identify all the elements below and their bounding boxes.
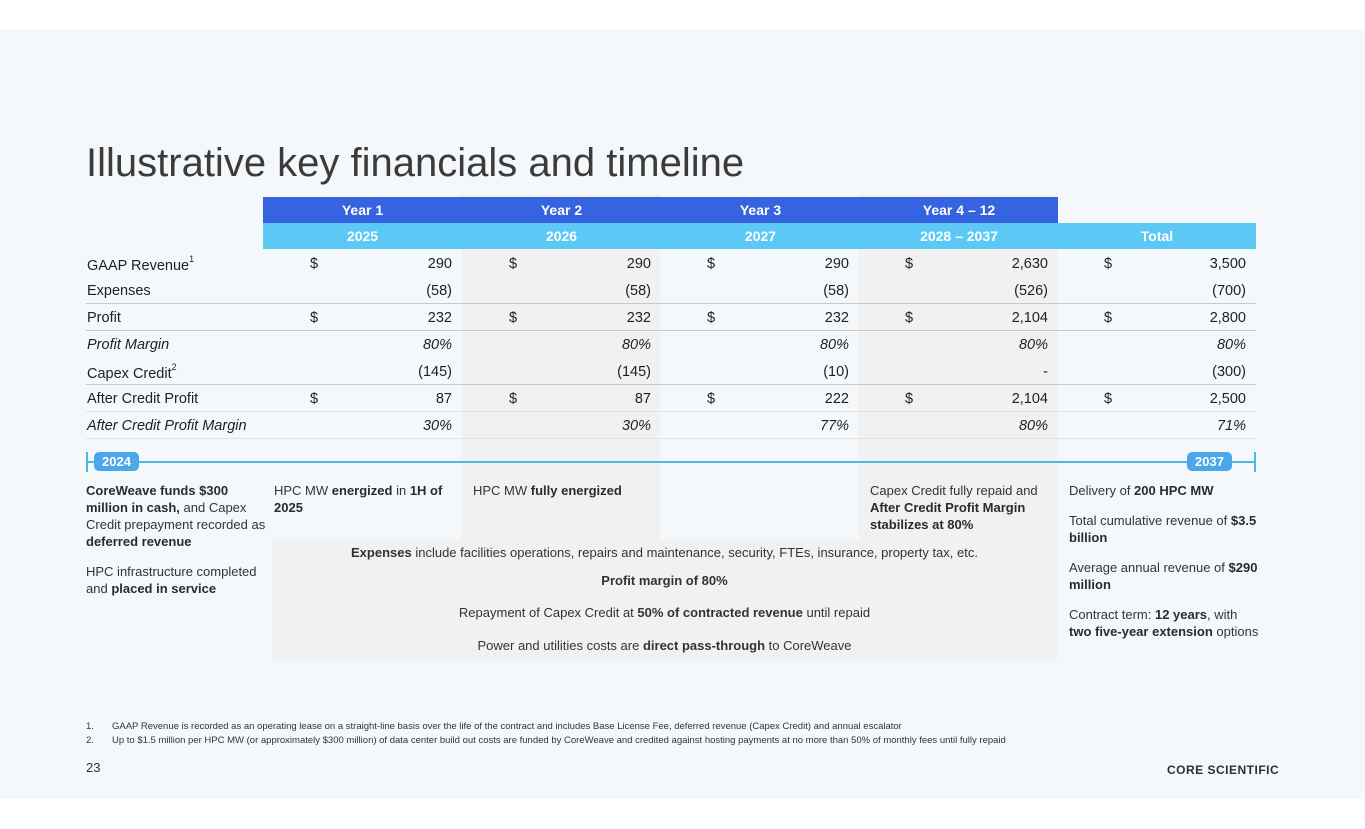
currency-symbol: $	[1104, 310, 1113, 326]
header-year-4-12: Year 4 – 12	[860, 197, 1058, 223]
currency-symbol: $	[310, 256, 319, 272]
timeline-line	[88, 461, 1255, 463]
table-row	[86, 277, 1256, 304]
footnote-marker: 2	[171, 362, 177, 372]
table-cell: -	[1043, 364, 1048, 380]
table-cell: 30%	[621, 418, 651, 434]
table-cell: 222	[824, 391, 849, 407]
table-cell: 80%	[1018, 418, 1048, 434]
table-cell: 2,104	[1011, 310, 1048, 326]
table-cell: 3,500	[1209, 256, 1246, 272]
currency-symbol: $	[905, 391, 914, 407]
currency-symbol: $	[707, 310, 716, 326]
table-row	[86, 412, 1256, 439]
footnote: 1. GAAP Revenue is recorded as an operating lease on a straight-line basis over the life of the contract and includes Base License Fee, deferred revenue (Capex Credit) and annual escalator	[86, 721, 902, 732]
table-cell: (58)	[823, 283, 849, 299]
table-cell: 80%	[1216, 337, 1246, 353]
table-cell: (145)	[617, 364, 651, 380]
row-label: After Credit Profit Margin	[87, 418, 247, 434]
table-row	[86, 304, 1256, 331]
timeline-end-badge: 2037	[1187, 452, 1232, 471]
currency-symbol: $	[509, 256, 518, 272]
currency-symbol: $	[310, 310, 319, 326]
currency-symbol: $	[509, 391, 518, 407]
table-cell: 290	[626, 256, 651, 272]
header-period-2027: 2027	[661, 223, 860, 249]
table-cell: 232	[427, 310, 452, 326]
header-period-2026: 2026	[462, 223, 661, 249]
table-row	[86, 358, 1256, 385]
table-cell: (58)	[625, 283, 651, 299]
currency-symbol: $	[1104, 256, 1113, 272]
row-label: Capex Credit$^2$	[87, 362, 177, 382]
timeline-start-badge: 2024	[94, 452, 139, 471]
table-cell: 87	[435, 391, 452, 407]
header-year-1: Year 1	[263, 197, 462, 223]
average-revenue: Average annual revenue of $290 million	[1069, 560, 1258, 592]
table-cell: 2,500	[1209, 391, 1246, 407]
table-cell: 290	[427, 256, 452, 272]
pass-through-note: Power and utilities costs are direct pass-through to CoreWeave	[477, 638, 852, 653]
profit-margin-note: Profit margin of 80%	[601, 573, 728, 588]
table-cell: 80%	[621, 337, 651, 353]
header-year-3: Year 3	[661, 197, 860, 223]
table-cell: 232	[626, 310, 651, 326]
total-revenue: Total cumulative revenue of $3.5 billion	[1069, 513, 1257, 545]
page-number: 23	[86, 760, 101, 775]
table-cell: 71%	[1216, 418, 1246, 434]
row-label: Expenses	[87, 283, 151, 299]
currency-symbol: $	[310, 391, 319, 407]
table-cell: 80%	[422, 337, 452, 353]
currency-symbol: $	[905, 256, 914, 272]
table-row	[86, 385, 1256, 412]
table-cell: 290	[824, 256, 849, 272]
timeline-start-cap	[86, 452, 88, 472]
header-period-2025: 2025	[263, 223, 462, 249]
table-cell: 80%	[1018, 337, 1048, 353]
table-cell: 80%	[819, 337, 849, 353]
table-cell: (300)	[1212, 364, 1246, 380]
row-label: Profit Margin	[87, 337, 170, 353]
table-cell: 30%	[422, 418, 452, 434]
currency-symbol: $	[707, 391, 716, 407]
capex-repayment-note: Repayment of Capex Credit at 50% of contracted revenue until repaid	[458, 605, 871, 620]
footnote-marker: 1	[189, 254, 195, 264]
slide	[0, 29, 1365, 799]
table-cell: (526)	[1014, 283, 1048, 299]
expenses-note: Expenses include facilities operations, repairs and maintenance, security, FTEs, insurance, property tax, etc.	[351, 545, 978, 560]
contract-term: Contract term: 12 years, with two five-year extension options	[1069, 607, 1259, 639]
table-cell: 2,104	[1011, 391, 1048, 407]
milestone-total	[1069, 482, 1259, 653]
header-year-2: Year 2	[462, 197, 661, 223]
row-label: Profit	[87, 310, 121, 326]
milestone-hpc-infrastructure: HPC infrastructure completed and placed in service	[86, 564, 257, 596]
currency-symbol: $	[1104, 391, 1113, 407]
total-delivery: Delivery of 200 HPC MW	[1069, 483, 1214, 498]
milestone-coreweave-funds: CoreWeave funds $300 million in cash, and Capex Credit prepayment recorded as deferred revenue	[86, 483, 266, 549]
row-label: After Credit Profit	[87, 391, 199, 407]
timeline-end-cap	[1254, 452, 1256, 472]
table-row	[86, 331, 1256, 358]
header-period-2028-2037: 2028 – 2037	[860, 223, 1058, 249]
milestone-year4-12: Capex Credit fully repaid and After Credit Profit Margin stabilizes at 80%	[870, 483, 1038, 532]
company-logo: CORE SCIENTIFIC	[1167, 763, 1280, 777]
table-cell: 87	[634, 391, 651, 407]
currency-symbol: $	[707, 256, 716, 272]
table-cell: (58)	[426, 283, 452, 299]
page-title: Illustrative key financials and timeline	[86, 141, 745, 185]
milestone-2024	[86, 482, 266, 610]
table-cell: (145)	[418, 364, 452, 380]
footnote: 2. Up to $1.5 million per HPC MW (or approximately $300 million) of data center build out costs are funded by CoreWeave and credited against hosting payments at no more than 50% of monthly fees until fully repaid	[86, 735, 1006, 746]
table-cell: 2,800	[1209, 310, 1246, 326]
milestone-year2: HPC MW fully energized	[473, 483, 622, 498]
table-cell: (10)	[823, 364, 849, 380]
footnotes	[86, 720, 1006, 748]
table-cell: (700)	[1212, 283, 1246, 299]
milestone-year1: HPC MW energized in 1H of 2025	[274, 483, 443, 515]
table-cell: 77%	[819, 418, 849, 434]
table-cell: 2,630	[1011, 256, 1048, 272]
header-total: Total	[1058, 223, 1256, 249]
currency-symbol: $	[509, 310, 518, 326]
table-row	[86, 250, 1256, 277]
table-cell: 232	[824, 310, 849, 326]
currency-symbol: $	[905, 310, 914, 326]
row-label: GAAP Revenue$^1$	[87, 254, 195, 274]
